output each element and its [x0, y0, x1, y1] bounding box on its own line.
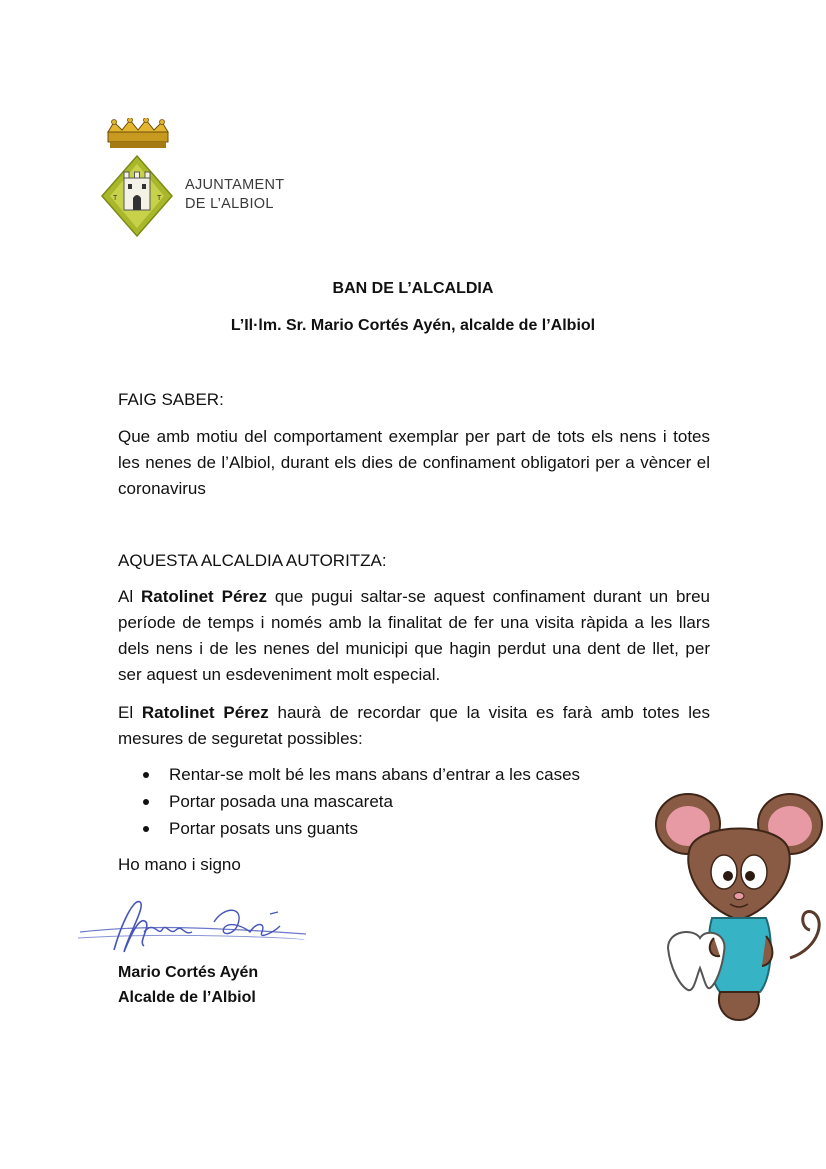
signatory-role: Alcalde de l’Albiol: [118, 989, 256, 1006]
tooth-mouse-illustration-icon: [650, 788, 826, 1028]
document-subtitle: L’Il·lm. Sr. Mario Cortés Ayén, alcalde de l’Albiol: [230, 317, 596, 334]
paragraph2-rest: que pugui saltar-se aquest confinament durant un breu període de temps i només amb la finalitat de fer una visita ràpida a les llars dels nens i de les nenes del municipi que hagin perdut una dent de llet, per ser aquest un esdeveniment molt especial.: [118, 587, 710, 684]
paragraph-autoritzacio: [118, 584, 710, 688]
municipal-logo: [100, 118, 300, 238]
list-item-label: Rentar-se molt bé les mans abans d’entrar a les cases: [169, 765, 581, 784]
paragraph-mesures: [118, 700, 710, 752]
document-title: BAN DE L’ALCALDIA: [332, 280, 494, 297]
list-item: [143, 816, 643, 843]
list-item-label: Portar posats uns guants: [169, 819, 359, 838]
autoritza-heading: AQUESTA ALCALDIA AUTORITZA:: [118, 551, 387, 570]
paragraph3-prefix: El: [118, 703, 142, 722]
paragraph3-rest: haurà de recordar que la visita es farà amb totes les mesures de seguretat possibles:: [118, 703, 710, 748]
faig-saber-heading: FAIG SABER:: [118, 390, 224, 409]
mesures-list: [143, 762, 643, 843]
ratolinet-name: Ratolinet Pérez: [141, 703, 269, 722]
logo-line-albiol: DE L’ALBIOL: [185, 196, 274, 212]
ratolinet-name: Ratolinet Pérez: [141, 587, 267, 606]
svg-text:T: T: [157, 195, 162, 202]
bullet-icon: [143, 772, 149, 778]
list-item-label: Portar posada una mascareta: [169, 792, 393, 811]
list-item: [143, 762, 643, 789]
signatory-name: Mario Cortés Ayén: [118, 964, 259, 981]
paragraph2-prefix: Al: [118, 587, 141, 606]
sign-off-text: Ho mano i signo: [118, 855, 241, 874]
svg-text:T: T: [113, 195, 118, 202]
logo-line-ajuntament: AJUNTAMENT: [185, 177, 285, 193]
bullet-icon: [143, 799, 149, 805]
bullet-icon: [143, 826, 149, 832]
coat-of-arms-icon: [100, 118, 175, 238]
list-item: [143, 789, 643, 816]
paragraph-motiu: Que amb motiu del comportament exemplar per part de tots els nens i totes les nenes de l’Albiol, durant els dies de confinament obligatori per a vèncer el coronavirus: [118, 427, 710, 498]
handwritten-signature-icon: [74, 892, 310, 962]
